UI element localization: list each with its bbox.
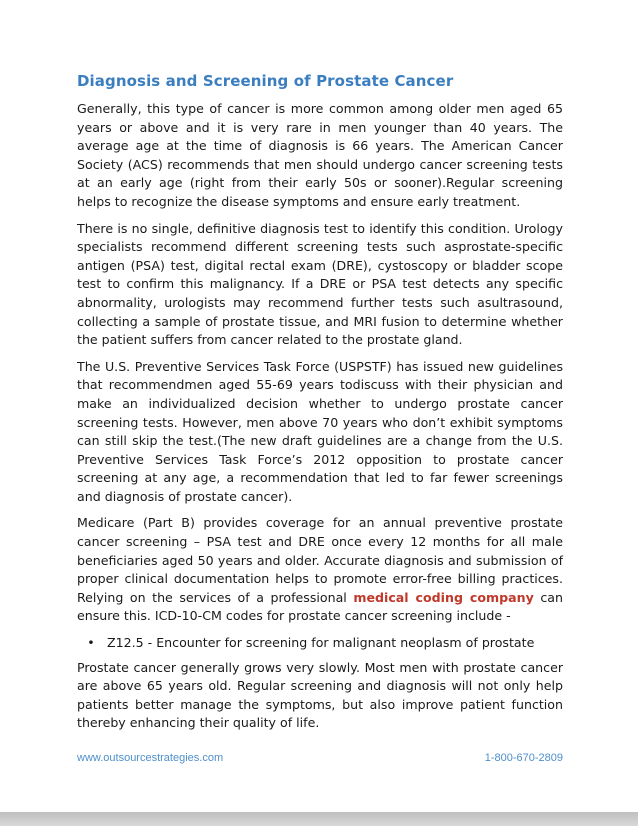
paragraph-uspstf: The U.S. Preventive Services Task Force (USPSTF) has issued new guidelines that recommendmen aged 55-69 years todiscuss with their physician and make an individualized decision whether to undergo prostate cancer screening tests. However, men above 70 years who don’t exhibit symptoms can still skip the test.(The new draft guidelines are a change from the U.S. Preventive Services Task Force’s 2012 opposition to prostate cancer screening at any age, a recommendation that led to far fewer screenings and diagnosis of prostate cancer). (77, 358, 563, 504)
medicare-text-before: Medicare (Part B) provides coverage for an annual preventive prostate cancer screening – PSA test and DRE once every 12 months for all male beneficiaries aged 50 years and older. Accurate diagnosis and submission of proper clinical documentation helps to promote error-free billing practices. Relying on the services of a professional (77, 515, 563, 605)
document-body (77, 72, 563, 741)
footer-website-link[interactable]: www.outsourcestrategies.com (77, 752, 224, 764)
paragraph-diagnosis-tests: There is no single, definitive diagnosis test to identify this condition. Urology specialists recommend different screening tests such asprostate-specific antigen (PSA) test, digital rectal exam (DRE), cystoscopy or bladder scope test to confirm this malignancy. If a DRE or PSA test detects any specific abnormality, urologists may recommend further tests such asultrasound, collecting a sample of prostate tissue, and MRI fusion to determine whether the patient suffers from cancer related to the prostate gland. (77, 220, 563, 348)
icd-code-list (77, 634, 563, 653)
icd-code-text: Z12.5 - Encounter for screening for malignant neoplasm of prostate (107, 635, 535, 651)
list-item (87, 634, 563, 653)
page-bottom-divider (0, 812, 638, 826)
footer-phone: 1-800-670-2809 (484, 752, 563, 764)
paragraph-incidence: Generally, this type of cancer is more common among older men aged 65 years or above and it is very rare in men younger than 40 years. The average age at the time of diagnosis is 66 years. The American Cancer Society (ACS) recommends that men should undergo cancer screening tests at an early age (right from their early 50s or sooner).Regular screening helps to recognize the disease symptoms and ensure early treatment. (77, 101, 563, 209)
paragraph-closing: Prostate cancer generally grows very slowly. Most men with prostate cancer are above 65 years old. Regular screening and diagnosis will not only help patients better manage the symptoms, but also improve patient function thereby enhancing their quality of life. (77, 659, 563, 731)
bullet-icon: • (87, 635, 95, 651)
medical-coding-company-link[interactable]: medical coding company (353, 589, 534, 605)
paragraph-medicare (77, 514, 563, 626)
page-title: Diagnosis and Screening of Prostate Cancer (77, 72, 454, 90)
medicare-text-after: can ensure this. ICD-10-CM codes for prostate cancer screening include - (77, 589, 563, 624)
page-footer (77, 752, 563, 768)
